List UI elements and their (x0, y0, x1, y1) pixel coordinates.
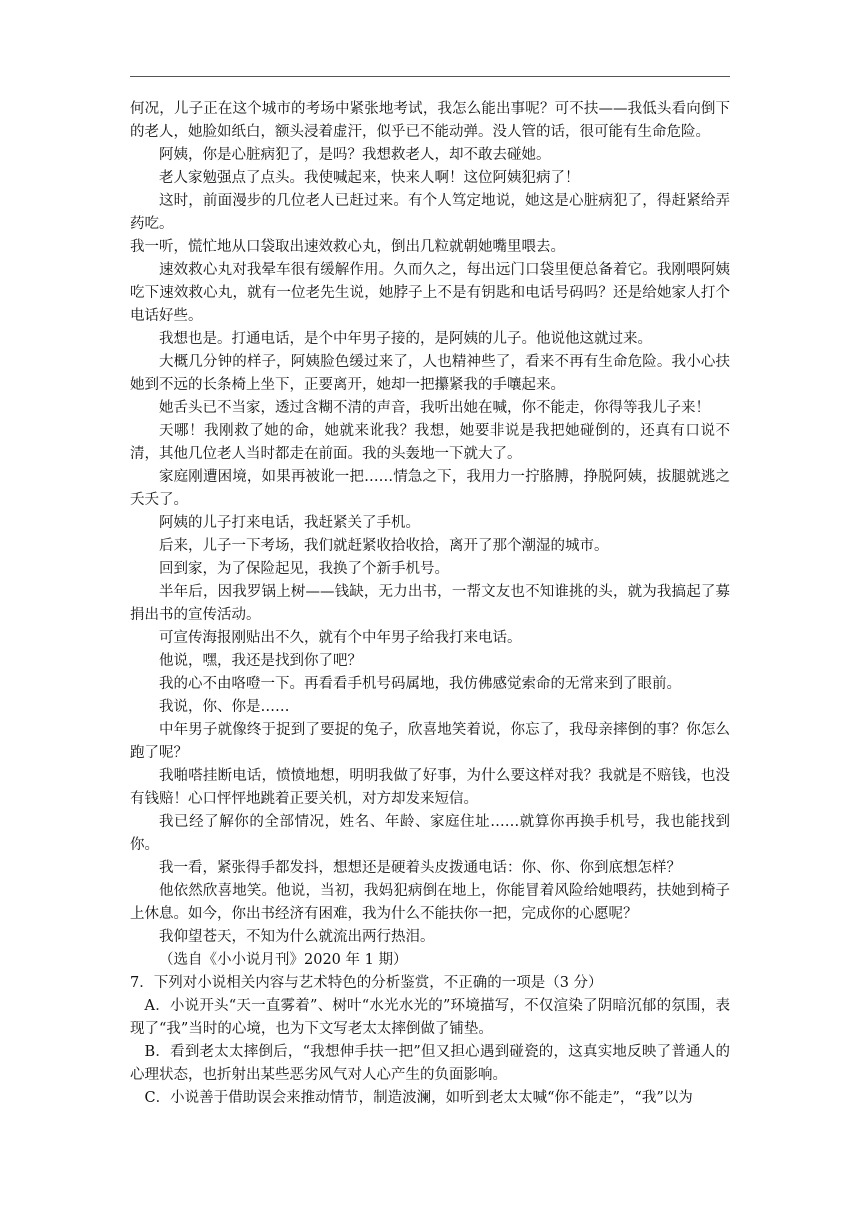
question-stem: 7．下列对小说相关内容与艺术特色的分析鉴赏，不正确的一项是（3 分） (130, 975, 603, 991)
paragraph: 家庭刚遭困境，如果再被讹一把……情急之下，我用力一拧胳膊，挣脱阿姨，拔腿就逃之夭夭了。 (130, 469, 730, 508)
paragraph: 可宣传海报刚贴出不久，就有个中年男子给我打来电话。 (159, 630, 522, 646)
paragraph: 我一听，慌忙地从口袋取出速效救心丸，倒出几粒就朝她嘴里喂去。 (130, 239, 565, 255)
paragraph: 后来，儿子一下考场，我们就赶紧收拾收拾，离开了那个潮湿的城市。 (159, 538, 609, 554)
paragraph: 她舌头已不当家，透过含糊不清的声音，我听出她在喊，你不能走，你得等我儿子来！ (159, 400, 710, 416)
paragraph: 这时，前面漫步的几位老人已赶过来。有个人笃定地说，她这是心脏病犯了，得赶紧给弄药吃。 (130, 193, 730, 232)
paragraph: 老人家勉强点了点头。我使喊起来，快来人啊！这位阿姨犯病了！ (159, 170, 580, 186)
paragraph: 半年后，因我罗锅上树——钱缺，无力出书，一帮文友也不知谁挑的头，就为我搞起了募捐出书的宣传活动。 (130, 584, 730, 623)
paragraph: 大概几分钟的样子，阿姨脸色缓过来了，人也精神些了，看来不再有生命危险。我小心扶她到不远的长条椅上坐下，正要离开，她却一把攥紧我的手嚷起来。 (130, 354, 730, 393)
paragraph: 阿姨，你是心脏病犯了，是吗？我想救老人，却不敢去碰她。 (159, 147, 551, 163)
paragraph: 我已经了解你的全部情况，姓名、年龄、家庭住址……就算你再换手机号，我也能找到你。 (130, 814, 730, 853)
paragraph: 我的心不由咯噔一下。再看看手机号码属地，我仿佛感觉索命的无常来到了眼前。 (159, 676, 681, 692)
story-text (130, 98, 730, 972)
paragraph: 我想也是。打通电话，是个中年男子接的，是阿姨的儿子。他说他这就过来。 (159, 331, 652, 347)
paragraph: 速效救心丸对我晕车很有缓解作用。久而久之，每出远门口袋里便总备着它。我刚喂阿姨吃下速效救心丸，就有一位老先生说，她脖子上不是有钥匙和电话号码吗？还是给她家人打个电话好些。 (130, 262, 730, 324)
paragraph: 何况，儿子正在这个城市的考场中紧张地考试，我怎么能出事呢？可不扶——我低头看向倒下的老人，她脸如纸白，额头浸着虚汗，似乎已不能动弹。没人管的话，很可能有生命危险。 (130, 101, 730, 140)
article-body (130, 98, 730, 1110)
question-options (130, 995, 730, 1110)
answer-option: C．小说善于借助误会来推动情节，制造波澜，如听到老太太喊“你不能走”，“我”以为 (144, 1090, 693, 1106)
paragraph: 他说，嘿，我还是找到你了吧？ (159, 653, 362, 669)
paragraph: 我啪嗒挂断电话，愤愤地想，明明我做了好事，为什么要这样对我？我就是不赔钱，也没有钱赔！心口怦怦地跳着正要关机，对方却发来短信。 (130, 768, 730, 807)
paragraph: 我说，你、你是…… (159, 699, 290, 715)
paragraph: 中年男子就像终于捉到了要捉的兔子，欣喜地笑着说，你忘了，我母亲摔倒的事？你怎么跑了呢？ (130, 722, 730, 761)
paragraph: 他依然欣喜地笑。他说，当初，我妈犯病倒在地上，你能冒着风险给她喂药，扶她到椅子上休息。如今，你出书经济有困难，我为什么不能扶你一把，完成你的心愿呢？ (130, 883, 730, 922)
paragraph: 我一看，紧张得手都发抖，想想还是硬着头皮拨通电话：你、你、你到底想怎样？ (159, 860, 681, 876)
paragraph: 天哪！我刚救了她的命，她就来讹我？我想，她要非说是我把她碰倒的，还真有口说不清，其他几位老人当时都走在前面。我的头轰地一下就大了。 (130, 423, 730, 462)
header-rule (130, 76, 730, 77)
paragraph: 回到家，为了保险起见，我换了个新手机号。 (159, 561, 449, 577)
answer-option: B．看到老太太摔倒后，“我想伸手扶一把”但又担心遇到碰瓷的，这真实地反映了普通人的心理状态，也折射出某些恶劣风气对人心产生的负面影响。 (130, 1044, 730, 1083)
paragraph: （选自《小小说月刊》2020 年 1 期） (159, 952, 408, 968)
paragraph: 阿姨的儿子打来电话，我赶紧关了手机。 (159, 515, 420, 531)
paragraph: 我仰望苍天，不知为什么就流出两行热泪。 (159, 929, 435, 945)
answer-option: A．小说开头“天一直雾着”、树叶“水光水光的”环境描写，不仅渲染了阴暗沉郁的氛围，表现了“我”当时的心境，也为下文写老太太摔倒做了铺垫。 (130, 998, 730, 1037)
